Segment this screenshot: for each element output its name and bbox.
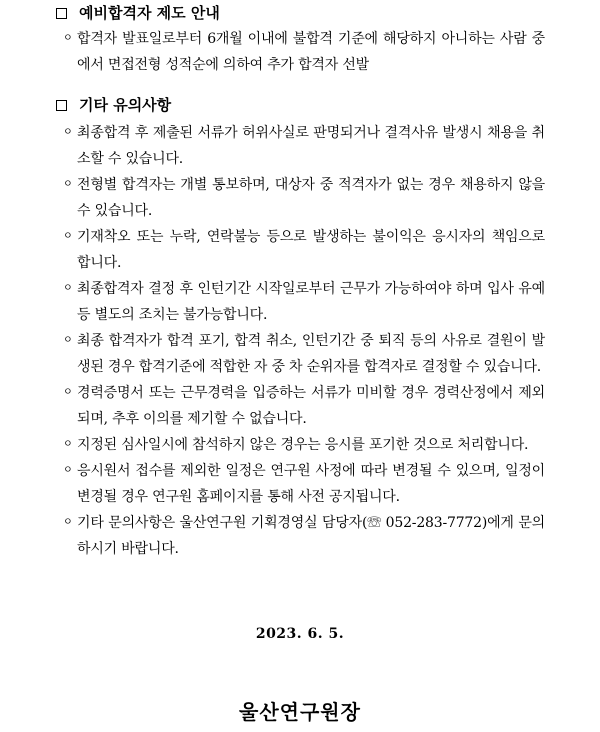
section-other-notes [56,94,556,562]
section-heading [56,94,556,116]
list-item [56,458,556,510]
section-heading-text: 기타 유의사항 [79,96,172,114]
square-bullet-icon [56,100,67,111]
circle-bullet: ㅇ [63,335,73,346]
section-applicant-reserve [56,0,556,78]
circle-bullet: ㅇ [63,465,73,476]
announcement-date: 2023. 6. 5. [255,626,345,642]
circle-bullet: ㅇ [63,387,73,398]
list-item-text: 응시원서 접수를 제외한 일정은 연구원 사정에 따라 변경될 수 있으며, 일정이 변경될 경우 연구원 홈페이지를 통해 사전 공지됩니다. [77,463,545,505]
list-item-text: 최종합격 후 제출된 서류가 허위사실로 판명되거나 결격사유 발생시 채용을 취소할 수 있습니다. [77,125,545,167]
list-item-text: 최종 합격자가 합격 포기, 합격 취소, 인턴기간 중 퇴직 등의 사유로 결원이 발생된 경우 합격기준에 적합한 자 중 차 순위자를 합격자로 결정할 수 있습니다. [77,333,545,375]
list-item [56,276,556,328]
circle-bullet: ㅇ [63,127,73,138]
list-item [56,432,556,458]
circle-bullet: ㅇ [63,231,73,242]
circle-bullet: ㅇ [63,33,73,44]
list-item [56,172,556,224]
list-item [56,510,556,562]
circle-bullet: ㅇ [63,283,73,294]
list-item [56,328,556,380]
square-bullet-icon [56,8,67,19]
list-item-text: 최종합격자 결정 후 인턴기간 시작일로부터 근무가 가능하여야 하며 입사 유예 등 별도의 조치는 불가능합니다. [77,281,545,323]
signature-title: 울산연구원장 [239,700,361,724]
list-item-text: 합격자 발표일로부터 6개월 이내에 불합격 기준에 해당하지 아니하는 사람 중에서 면접전형 성적순에 의하여 추가 합격자 선발 [77,31,545,73]
circle-bullet: ㅇ [63,517,73,528]
list-item [56,380,556,432]
list-item [56,224,556,276]
circle-bullet: ㅇ [63,179,73,190]
list-item-text: 기재착오 또는 누락, 연락불능 등으로 발생하는 불이익은 응시자의 책임으로 합니다. [77,229,545,271]
circle-bullet: ㅇ [63,439,73,450]
list-item-text: 기타 문의사항은 울산연구원 기획경영실 담당자(☏ 052-283-7772)에게 문의하시기 바랍니다. [77,515,545,557]
list-item-text: 지정된 심사일시에 참석하지 않은 경우는 응시를 포기한 것으로 처리합니다. [77,437,529,453]
list-item [56,120,556,172]
list-item [56,26,556,78]
section-heading-text: 예비합격자 제도 안내 [79,4,220,22]
list-item-text: 전형별 합격자는 개별 통보하며, 대상자 중 적격자가 없는 경우 채용하지 않을 수 있습니다. [77,177,545,219]
section-heading [56,2,556,24]
list-item-text: 경력증명서 또는 근무경력을 입증하는 서류가 미비할 경우 경력산정에서 제외되며, 추후 이의를 제기할 수 없습니다. [77,385,545,427]
